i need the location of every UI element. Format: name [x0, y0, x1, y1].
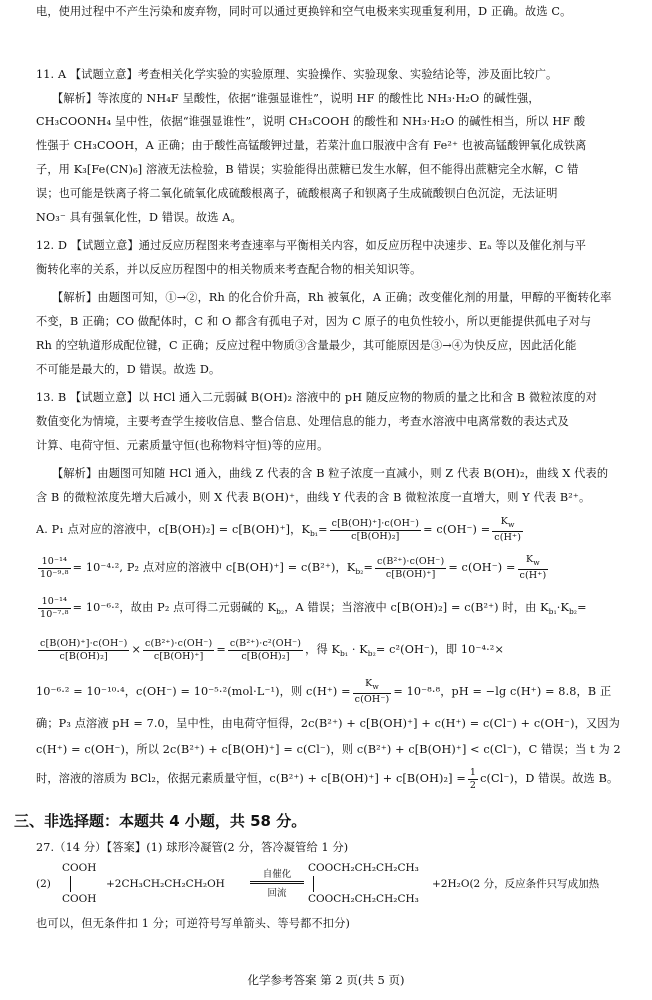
- math-text: b₁: [309, 529, 319, 539]
- denominator: c[B(OH)⁺]: [153, 650, 204, 662]
- numerator: c(B²⁺)·c(OH⁻): [377, 555, 445, 567]
- fraction: [143, 638, 214, 663]
- numerator: c(B²⁺)·c(OH⁻): [145, 637, 213, 649]
- numerator: $K_w$: [353, 678, 392, 694]
- fraction: [38, 638, 129, 663]
- q12-heading: 12. D 【试题立意】通过反应历程图来考查速率与平衡相关内容，如反应历程中决速步、Eₐ 等以及催化剂与平: [36, 239, 587, 252]
- math-text: ，A 错误；当溶液中 c[B(OH)₂] = c(B²⁺) 时，由 K: [284, 601, 549, 614]
- fraction: [375, 556, 446, 581]
- denominator: c(H⁺): [494, 531, 522, 543]
- text-line: 不可能是最大的，D 错误。故选 D。: [36, 363, 221, 376]
- math-text: = 10⁻⁴·², P₂ 点对应的溶液中 c[B(OH)⁺] = c(B²⁺)，K: [72, 561, 356, 574]
- q11-heading: 11. A 【试题立意】考查相关化学实验的实验原理、实验操作、实验现象、实验结论等，涉及面比较广。: [36, 68, 558, 81]
- text-line: 含 B 的微粒浓度先增大后减小，则 X 代表 B(OH)⁺，曲线 Y 代表的含 B 微粒浓度一直增大，则 Y 代表 B²⁺。: [36, 491, 591, 504]
- section-heading: 三、非选择题：本题共 4 小题，共 58 分。: [14, 812, 307, 830]
- math-line: [36, 764, 636, 794]
- math-text: b₂: [355, 567, 364, 577]
- text-line: 计算、电荷守恒、元素质量守恒(也称物料守恒)等的应用。: [36, 439, 329, 452]
- text-line: 电，使用过程中不产生污染和废弃物，同时可以通过更换锌和空气电极来实现重复利用，D 正确。故选 C。: [36, 5, 572, 18]
- denominator: c[B(OH)₂]: [351, 530, 400, 542]
- reaction-label: (2): [36, 878, 51, 890]
- numerator: [492, 516, 523, 532]
- math-text: ·: [556, 601, 561, 614]
- arrow-line: [250, 883, 304, 884]
- math-line: $\frac{\text{10⁻¹⁴}}{\text{10⁻⁹·⁸}}$ = 10⁻⁴·², P₂ 点对应的溶液中 c[B(OH)⁺] = c(B²⁺)，$K_{b_2}=$ $\frac{\text{c(B²⁺)·c(OH⁻)}}{c[B(OH)^+]}$ = c(OH⁻) = $\frac{K_w}{c(H^+)}$: [40, 554, 547, 581]
- math-line: $\frac{c[B(OH)^+]\cdot c(OH^-)}{\text{c[B(OH)₂]}}$ × $\frac{\text{c(B²⁺)·c(OH⁻)}}{c[B(OH)^+]}$ = $\frac{\text{c(B²⁺)·c²(OH⁻)}}{\text{c[B(OH)₂]}}$ ，得 $K_{b_1} \cdot K_{b_2}= c^2(OH^-)$，即 10⁻⁴·²×: [40, 637, 504, 662]
- denominator: 10⁻⁹·⁸: [40, 568, 69, 580]
- arrow-condition-top: 自催化: [262, 869, 292, 880]
- math-text: = c²(OH⁻)，即 10⁻⁴·²×: [375, 643, 504, 656]
- math-text: K: [500, 516, 509, 528]
- math-text: = 10⁻⁶·²，故由 P₂ 点可得二元弱碱的 K: [72, 601, 277, 614]
- arrow-line: [250, 881, 304, 882]
- product-bottom: COOCH₂CH₂CH₂CH₃: [308, 893, 419, 905]
- q13-heading: 13. B 【试题立意】以 HCl 通入二元弱碱 B(OH)₂ 溶液中的 pH 随反应物的物质的量之比和含 B 微粒浓度的对: [36, 391, 598, 404]
- text-line: 也可以，但无条件扣 1 分；可逆符号写单箭头、等号都不扣分): [36, 917, 350, 930]
- arrow-condition-bottom: 回流: [267, 888, 287, 899]
- math-text: c(Cl⁻)，D 错误。故选 B。: [480, 772, 619, 785]
- alcohol-reagent: +2CH₃CH₂CH₂CH₂OH: [106, 878, 225, 890]
- math-text: b₂: [367, 649, 376, 659]
- fraction: [38, 596, 71, 621]
- page-footer: 化学参考答案 第 2 页(共 5 页): [247, 973, 405, 987]
- denominator: 10⁻⁷·⁸: [40, 608, 69, 620]
- text-line: c(H⁺) = c(OH⁻)，所以 2c(B²⁺) + c[B(OH)⁺] = c(Cl⁻)，则 c(B²⁺) + c[B(OH)⁺] < c(Cl⁻)，C 错误；当 t 为 2: [36, 743, 621, 756]
- math-text: b₂: [568, 607, 578, 617]
- math-text: A. P₁ 点对应的溶液中，c[B(OH)₂] = c[B(OH)⁺]，K: [36, 523, 310, 536]
- denominator: c[B(OH)₂]: [241, 650, 290, 662]
- reversible-arrow: [250, 866, 304, 899]
- math-text: 10⁻⁶·² = 10⁻¹⁰·⁴，c(OH⁻) = 10⁻⁵·²(mol·L⁻¹)，则 c(H⁺) =: [36, 685, 351, 698]
- fraction: [38, 556, 71, 581]
- text-line: 误；也可能是铁离子将二氧化硫氧化成硫酸根离子，硫酸根离子和钡离子生成硫酸钡白色沉淀，无法证明: [36, 187, 558, 200]
- math-text: b₁: [548, 607, 557, 617]
- text-line: 子，用 K₃[Fe(CN)₆] 溶液无法检验，B 错误；实验能得出蔗糖已发生水解，但不能得出蔗糖完全水解，C 错: [36, 163, 579, 176]
- math-text: b₂: [276, 607, 285, 617]
- math-text: b₁: [340, 649, 349, 659]
- math-text: ×: [131, 643, 141, 656]
- q11-analysis: 【解析】等浓度的 NH₄F 呈酸性，依据“谁强显谁性”，说明 HF 的酸性比 NH₃·H₂O 的碱性强，: [52, 92, 540, 105]
- math-line: [36, 676, 636, 708]
- fraction: [330, 518, 421, 543]
- fraction: [228, 638, 303, 663]
- math-line: A. P₁ 点对应的溶液中，c[B(OH)₂] = c[B(OH)⁺]，$K_{b_1}=$ $\frac{c[B(OH)^+]\cdot c(OH^-)}{\text{c[B(OH)₂]}}$ = c(OH⁻) = $\frac{K_w}{c(H^+)}$: [36, 516, 522, 543]
- q12-analysis: 【解析】由题图可知，①→②，Rh 的化合价升高，Rh 被氧化，A 正确；改变催化剂的用量，甲醇的平衡转化率: [52, 291, 612, 304]
- text-line: 确；P₃ 点溶液 pH = 7.0，呈中性，由电荷守恒得，2c(B²⁺) + c[B(OH)⁺] + c(H⁺) = c(Cl⁻) + c(OH⁻)，又因为: [36, 717, 620, 730]
- numerator: 10⁻¹⁴: [38, 556, 71, 569]
- product-top: COOCH₂CH₂CH₂CH₃: [308, 862, 419, 874]
- math-text: =: [216, 643, 226, 656]
- math-text: = c(OH⁻) =: [423, 523, 491, 536]
- numerator: c[B(OH)⁺]·c(OH⁻): [40, 637, 128, 649]
- fraction: [353, 678, 392, 706]
- numerator: c[B(OH)⁺]·c(OH⁻): [331, 517, 420, 529]
- reactant-top: COOH: [62, 862, 97, 874]
- reaction-tail: +2H₂O(2 分，反应条件只写成加热: [432, 878, 600, 890]
- math-text: w: [508, 519, 515, 529]
- text-line: 数值变化为情境，主要考查学生接收信息、整合信息、处理信息的能力，考查水溶液中电离常数的表达式及: [36, 415, 569, 428]
- numerator: c(B²⁺)·c²(OH⁻): [229, 637, 302, 649]
- numerator: 10⁻¹⁴: [38, 596, 71, 609]
- text-line: Rh 的空轨道形成配位键，C 正确；反应过程中物质③含量最少，其可能原因是③→④为快反应，因此活化能: [36, 339, 577, 352]
- reactant-bottom: COOH: [62, 893, 97, 905]
- text-line: 衡转化率的关系，并以反应历程图中的相关物质来考查配合物的相关知识等。: [36, 263, 422, 276]
- fraction: [492, 516, 523, 544]
- math-line: $\frac{\text{10⁻¹⁴}}{\text{10⁻⁷·⁸}}$ = 10⁻⁶·²，故由 P₂ 点可得二元弱碱的 $K_{b_2}$，A 错误；当溶液中 c[B(OH)₂] = c(B²⁺) 时，由 $K_{b_1}\cdot K_{b_2}=$: [40, 595, 587, 620]
- numerator: $K_w$: [518, 554, 549, 570]
- text-line: NO₃⁻ 具有强氧化性，D 错误。故选 A。: [36, 211, 242, 224]
- bond-line: [313, 876, 314, 892]
- q27-heading: 27.（14 分）【答案】(1) 球形冷凝管(2 分，答冷凝管给 1 分): [36, 841, 349, 854]
- denominator: c[B(OH)⁺]: [385, 568, 436, 580]
- math-text: = 10⁻⁸·⁸，pH = −lg c(H⁺) = 8.8，B 正: [393, 685, 612, 698]
- numerator: 1: [469, 766, 477, 778]
- denominator: c(H⁺): [519, 569, 547, 581]
- fraction: [468, 767, 478, 792]
- text-line: CH₃COONH₄ 呈中性，依据“谁强显谁性”，说明 CH₃COOH 的酸性和 NH₃·H₂O 的碱性相当，所以 HF 酸: [36, 115, 586, 128]
- math-text: ，得 K: [305, 643, 341, 656]
- denominator: c[B(OH)₂]: [59, 650, 108, 662]
- bond-line: [70, 876, 71, 892]
- denominator: c(OH⁻): [354, 693, 390, 705]
- fraction: [518, 554, 549, 582]
- text-line: 性强于 CH₃COOH，A 正确；由于酸性高锰酸钾过量，若菜汁血口服液中含有 Fe²⁺ 也被高锰酸钾氧化成铁离: [36, 139, 587, 152]
- q13-analysis: 【解析】由题图可知随 HCl 通入，曲线 Z 代表的含 B 粒子浓度一直减小，则 Z 代表 B(OH)₂，曲线 X 代表的: [52, 467, 609, 480]
- denominator: 2: [469, 779, 477, 791]
- math-text: = c(OH⁻) =: [448, 561, 516, 574]
- math-text: 时，溶液的溶质为 BCl₂，依据元素质量守恒，c(B²⁺) + c[B(OH)⁺] + c[B(OH)₂] =: [36, 772, 466, 785]
- text-line: 不变，B 正确；CO 做配体时，C 和 O 都含有孤电子对，因为 C 原子的电负性较小，所以更能提供孤电子对与: [36, 315, 592, 328]
